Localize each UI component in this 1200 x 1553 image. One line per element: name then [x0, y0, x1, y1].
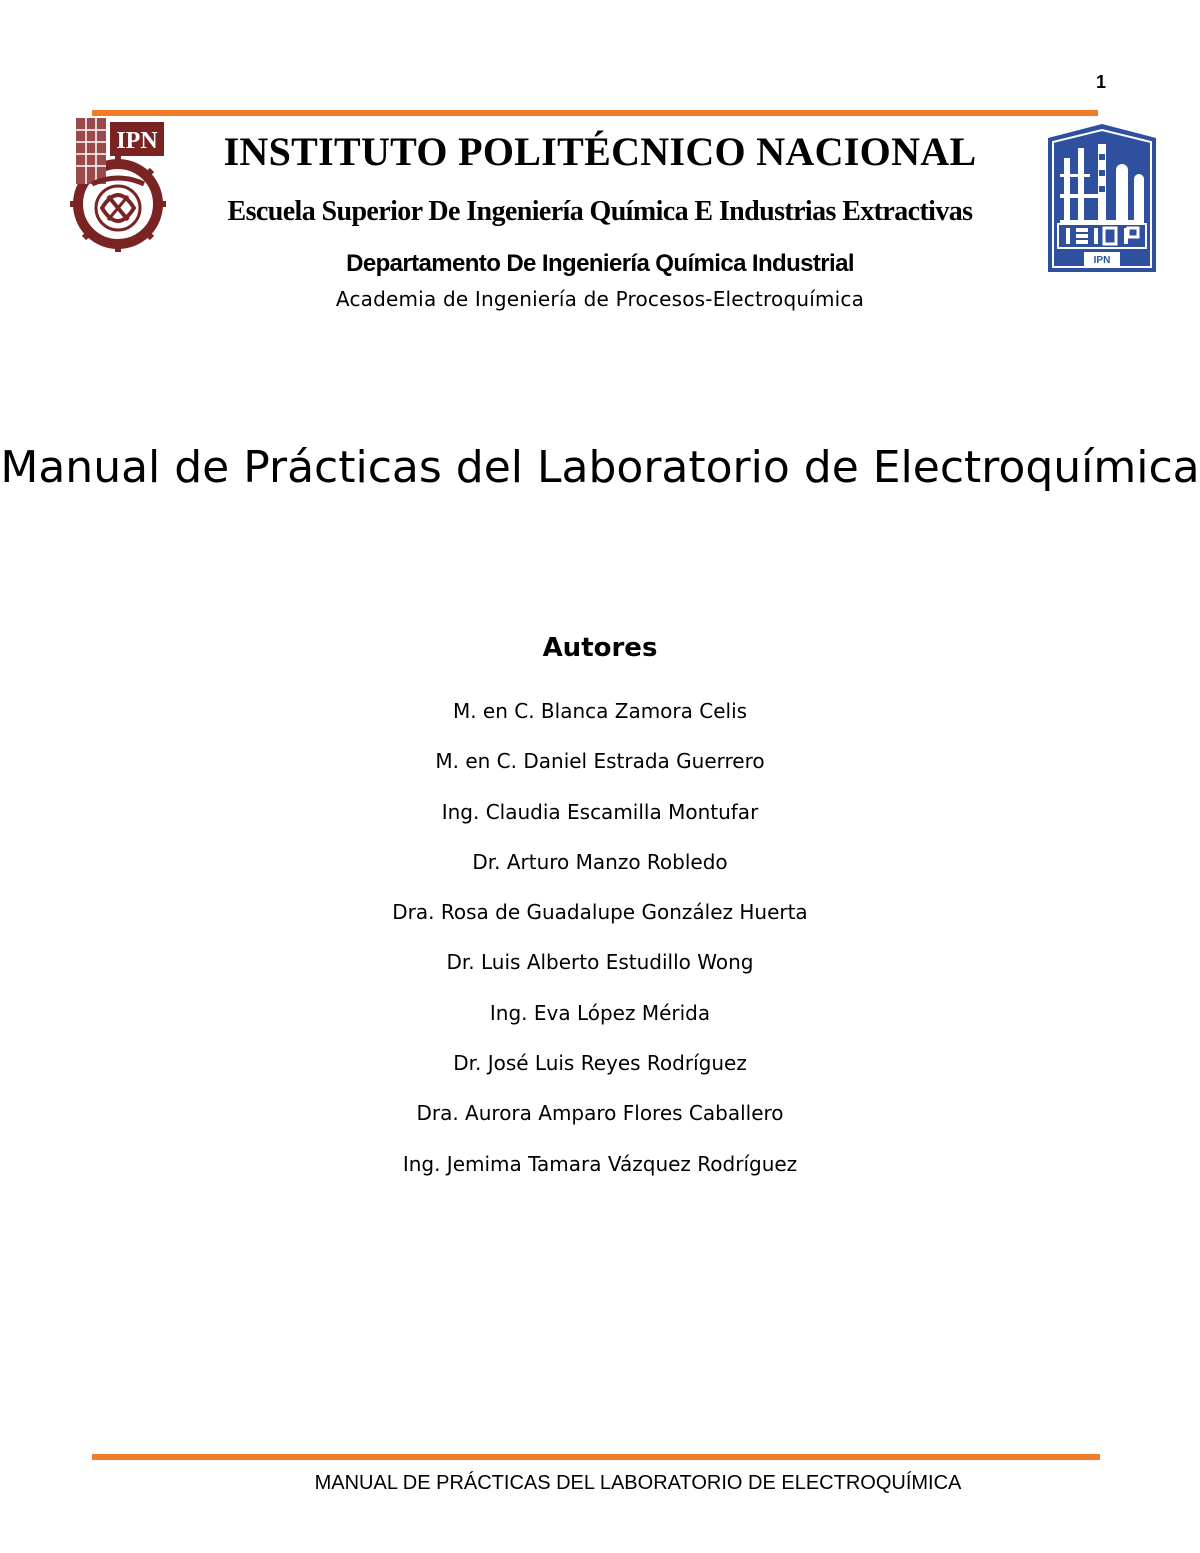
author-item: Ing. Claudia Escamilla Montufar [441, 799, 759, 824]
author-item: Ing. Jemima Tamara Vázquez Rodríguez [402, 1151, 798, 1176]
footer-rule [92, 1454, 1100, 1460]
header-rule [92, 110, 1098, 116]
author-item: M. en C. Daniel Estrada Guerrero [435, 749, 765, 774]
author-item: Ing. Eva López Mérida [489, 1000, 711, 1025]
institution-title: INSTITUTO POLITÉCNICO NACIONAL [223, 129, 977, 174]
footer-text: MANUAL DE PRÁCTICAS DEL LABORATORIO DE ELECTROQUÍMICA [314, 1472, 962, 1494]
ipn-logo-text: IPN [116, 128, 158, 154]
school-name: Escuela Superior De Ingeniería Química E Industrias Extractivas [227, 196, 973, 227]
page-number: 1 [1096, 72, 1107, 92]
academy-name: Academia de Ingeniería de Procesos-Electroquímica [335, 287, 865, 311]
author-item: Dra. Rosa de Guadalupe González Huerta [392, 900, 808, 925]
author-item: M. en C. Blanca Zamora Celis [452, 699, 748, 723]
author-item: Dr. Arturo Manzo Robledo [472, 849, 728, 874]
author-item: Dr. José Luis Reyes Rodríguez [453, 1051, 747, 1076]
esiqie-logo-text: IPN [1093, 255, 1111, 266]
department-name: Departamento De Ingeniería Química Industrial [346, 250, 854, 277]
author-item: Dr. Luis Alberto Estudillo Wong [446, 950, 754, 975]
document-title: Manual de Prácticas del Laboratorio de Electroquímica [0, 442, 1200, 493]
author-item: Dra. Aurora Amparo Flores Caballero [416, 1101, 784, 1126]
authors-heading: Autores [542, 633, 658, 663]
author-list [0, 697, 1200, 1200]
